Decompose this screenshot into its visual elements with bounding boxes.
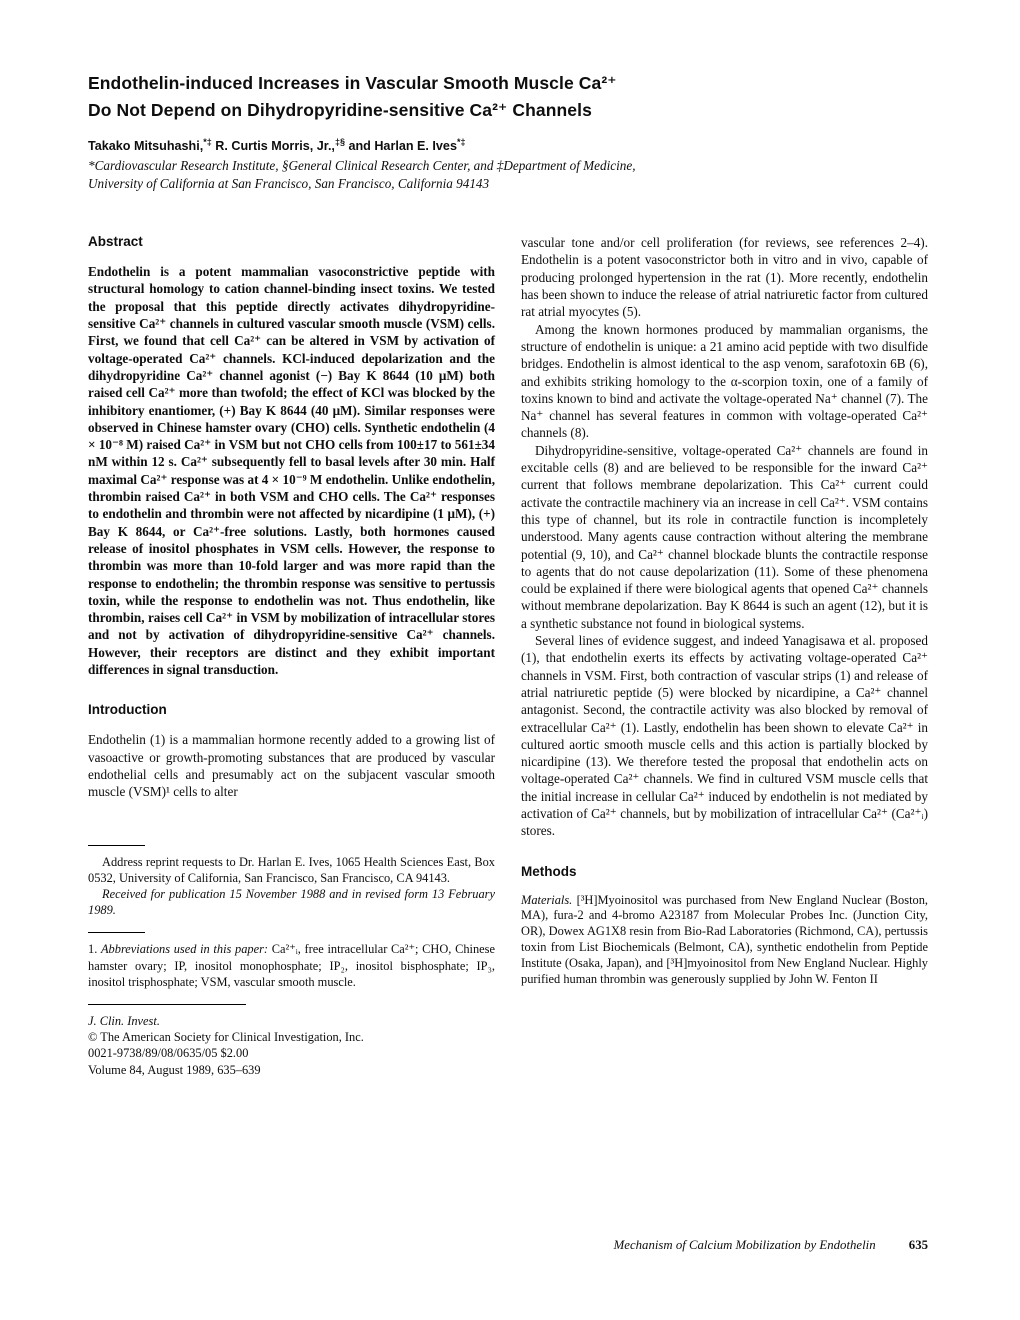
methods-heading: Methods	[521, 863, 577, 879]
title-line-2: Do Not Depend on Dihydropyridine-sensitive Ca²⁺ Channels	[88, 100, 592, 120]
journal-divider-rule	[88, 1004, 246, 1005]
affiliation-line-1: *Cardiovascular Research Institute, §General Clinical Research Center, and ‡Department of Medicine,	[88, 158, 636, 174]
abbreviations-footnote: 1. Abbreviations used in this paper: Ca²⁺ᵢ, free intracellular Ca²⁺; CHO, Chinese hamster ovary; IP, inositol monophosphate; IP₂, inositol bisphosphate; IP₃, inositol trisphosphate; VSM, vascular smooth muscle.	[88, 942, 496, 989]
body-paragraph-1: vascular tone and/or cell proliferation (for reviews, see references 2–4). Endothelin is a potent vasoconstrictor both in vitro and in vivo, capable of producing prolonged hypertension in the rat (1). More recently, endothelin has been shown to induce the release of atrial natriuretic factor from cultured rat atrial myocytes (5).	[521, 235, 928, 320]
paper-header	[88, 70, 928, 192]
footnote-area	[88, 801, 495, 1078]
address-footnote: Address reprint requests to Dr. Harlan E. Ives, 1065 Health Sciences East, Box 0532, University of California, San Francisco, San Francisco, CA 94143.	[88, 854, 495, 885]
abstract-paragraph: Endothelin is a potent mammalian vasoconstrictive peptide with structural homology to cation channel-binding insect toxins. We tested the proposal that this peptide directly activates dihydropyridine-sensitive Ca²⁺ channels in cultured vascular smooth muscle (VSM) cells. First, we found that cell Ca²⁺ can be altered in VSM by activation of voltage-operated Ca²⁺ channels. KCl-induced depolarization and the dihydropyridine Ca²⁺ channel agonist (−) Bay K 8644 (10 μM) both raised cell Ca²⁺ more than twofold; the effect of KCl was blocked by the inhibitory enantiomer, (+) Bay K 8644 (40 μM). Similar responses were observed in Chinese hamster ovary (CHO) cells. Synthetic endothelin (4 × 10⁻⁸ M) raised Ca²⁺ in VSM but not CHO cells from 100±17 to 561±34 nM within 12 s. Ca²⁺ subsequently fell to basal levels after 30 min. Half maximal Ca²⁺ response was at 4 × 10⁻⁹ M endothelin. Unlike endothelin, thrombin raised Ca²⁺ in both VSM and CHO cells. The Ca²⁺ responses to endothelin and thrombin were not affected by nicardipine (1 μM), (+) Bay K 8644, or Ca²⁺-free solutions. Lastly, both hormones caused release of inositol phosphates in VSM cells. However, the response to thrombin was more than 10-fold larger and was more rapid than the response to endothelin; the thrombin response was sensitive to pertussis toxin, while the response to endothelin was not. Thus endothelin, like thrombin, raises cell Ca²⁺ in VSM by mobilization of intracellular stores and not by activation of dihydropyridine-sensitive Ca²⁺ channels. However, their receptors are distinct and they exhibit important differences in signal transduction.	[88, 264, 495, 678]
body-paragraph-4: Several lines of evidence suggest, and indeed Yanagisawa et al. proposed (1), that endothelin exerts its effects by activating voltage-operated Ca²⁺ channels in VSM. First, both contraction of vascular strips (1) and release of atrial natriuretic peptide (5) were blocked by nicardipine, a Ca²⁺ channel antagonist. Second, the contractile activity was also blocked by removal of extracellular Ca²⁺ (1). Lastly, endothelin has been shown to elevate Ca²⁺ in cultured aortic smooth muscle cells and this action is partially blocked by nicardipine (13). We therefore tested the proposal that endothelin acts on voltage-operated Ca²⁺ channels. We find in cultured VSM muscle cells that the initial increase in cellular Ca²⁺ induced by endothelin is not mediated by activation of Ca²⁺ channels, but by mobilization of intracellular Ca²⁺ (Ca²⁺ᵢ) stores.	[521, 633, 928, 839]
body-paragraph-3: Dihydropyridine-sensitive, voltage-operated Ca²⁺ channels are found in excitable cells (8) and are believed to be responsible for the inward Ca²⁺ current that follows membrane depolarization. This Ca²⁺ current could activate the contractile machinery via an increase in cell Ca²⁺. VSM contains this type of channel, but its role in contractile function is incompletely understood. Many agents cause contraction without altering the membrane potential (9, 10), and Ca²⁺ channel blockade blunts the contractile response to agents that do not cause depolarization (11). Some of these phenomena could be explained if there were biological agents that opened Ca²⁺ channels without membrane depolarization. Bay K 8644 is such an agent (12), but it is a synthetic substance not found in biological systems.	[521, 442, 928, 631]
affiliation-block	[88, 157, 928, 192]
journal-name: J. Clin. Invest.	[88, 1013, 160, 1028]
page-footer	[614, 1238, 928, 1253]
page-number: 635	[908, 1238, 928, 1252]
title-line-1: Endothelin-induced Increases in Vascular Smooth Muscle Ca²⁺	[88, 73, 617, 93]
running-title: Mechanism of Calcium Mobilization by Endothelin	[613, 1238, 876, 1252]
paper-title	[88, 70, 928, 124]
introduction-heading: Introduction	[88, 702, 167, 718]
received-footnote: Received for publication 15 November 1988 and in revised form 13 February 1989.	[88, 886, 495, 918]
two-column-body	[88, 234, 928, 1078]
journal-issn-price: 0021-9738/89/08/0635/05 $2.00	[88, 1046, 249, 1061]
journal-info-block	[88, 1013, 495, 1078]
footnote-divider-rule	[88, 845, 145, 846]
affiliation-line-2: University of California at San Francisco, San Francisco, California 94143	[88, 175, 490, 191]
journal-volume-info: Volume 84, August 1989, 635–639	[88, 1062, 261, 1077]
left-column	[88, 234, 495, 1078]
body-paragraph-2: Among the known hormones produced by mammalian organisms, the structure of endothelin is unique: a 21 amino acid peptide with two disulfide bridges. Endothelin is almost identical to the asp venom, sarafotoxin 6B (6), and exhibits striking homology to the α-scorpion toxin, one of a family of toxins known to bind and activate the voltage-operated Na⁺ channel (7). The Na⁺ channel has several features in common with voltage-operated Ca²⁺ channels (8).	[521, 321, 928, 441]
journal-copyright: © The American Society for Clinical Investigation, Inc.	[88, 1030, 364, 1045]
right-column	[521, 234, 928, 1078]
methods-paragraph: Materials. [³H]Myoinositol was purchased from New England Nuclear (Boston, MA), fura-2 and 4-bromo A23187 from Molecular Probes Inc. (Junction City, OR), Dowex AG1X8 resin from Bio-Rad Laboratories (Richmond, CA), pertussis toxin from List Biochemicals (Belmont, CA), synthetic endothelin from Peptide Institute (Osaka, Japan), and [³H]myoinositol from New England Nuclear. Highly purified human thrombin was generously supplied by John W. Fenton II	[521, 892, 928, 987]
abstract-heading: Abstract	[88, 234, 143, 250]
abbreviations-divider-rule	[88, 932, 145, 933]
authors-line: Takako Mitsuhashi,*‡ R. Curtis Morris, Jr.,‡§ and Harlan E. Ives*‡	[88, 137, 466, 154]
introduction-paragraph: Endothelin (1) is a mammalian hormone recently added to a growing list of vasoactive or growth-promoting substances that are produced by vascular endothelial cells and presumably act on the subjacent vascular smooth muscle (VSM)¹ cells to alter	[88, 732, 495, 800]
